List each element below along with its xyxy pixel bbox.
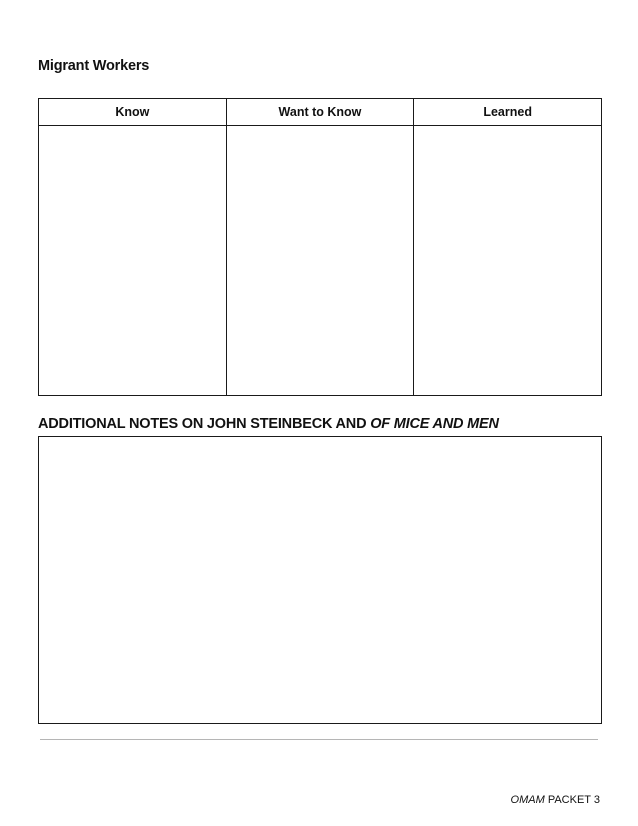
section-title-additional-notes	[38, 416, 499, 432]
page-footer	[511, 794, 600, 806]
footer-divider	[40, 739, 598, 740]
footer-omam: OMAM	[510, 794, 545, 806]
notes-box[interactable]	[38, 436, 602, 724]
section-title-migrant-workers: Migrant Workers	[38, 58, 150, 74]
kwl-header-want-to-know: Want to Know	[226, 99, 414, 126]
kwl-header-learned: Learned	[414, 99, 602, 126]
kwl-cell-know[interactable]	[39, 126, 227, 396]
notes-title-prefix: ADDITIONAL NOTES ON JOHN STEINBECK AND	[38, 416, 367, 432]
kwl-header-know: Know	[39, 99, 227, 126]
notes-title-book: OF MICE AND MEN	[370, 416, 499, 432]
footer-packet-number: PACKET 3	[547, 794, 600, 806]
kwl-chart	[38, 98, 602, 396]
kwl-body-row	[39, 126, 602, 396]
kwl-cell-learned[interactable]	[414, 126, 602, 396]
kwl-cell-want-to-know[interactable]	[226, 126, 414, 396]
kwl-header-row	[39, 99, 602, 126]
